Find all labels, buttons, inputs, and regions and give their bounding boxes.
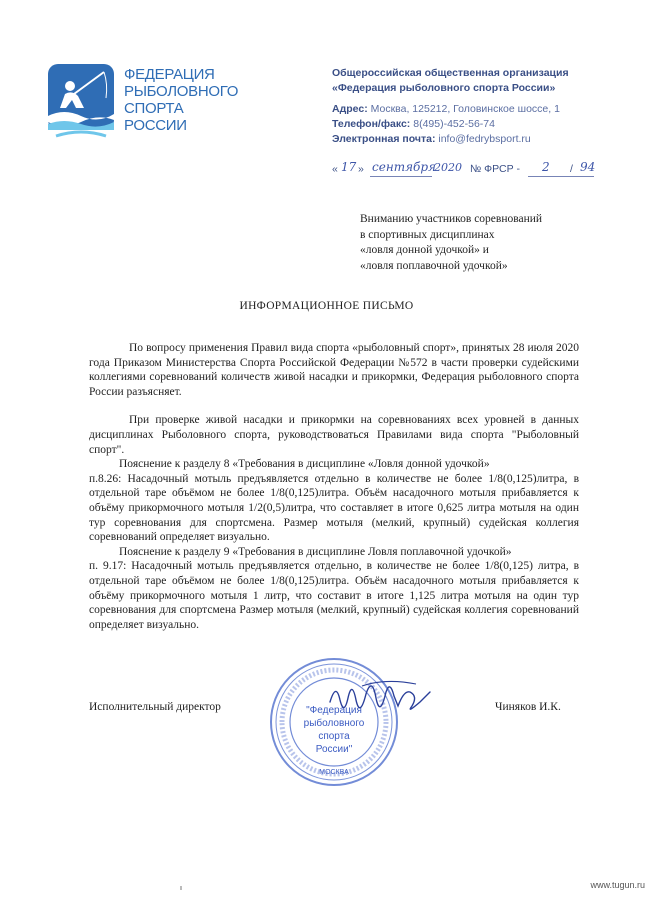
logo-line-3: СПОРТА [124, 100, 184, 117]
phone-label: Телефон/факс: [332, 118, 411, 130]
signer-position: Исполнительный директор [89, 701, 221, 713]
address-value: Москва, 125212, Головинское шоссе, 1 [370, 103, 560, 115]
logo-line-1: ФЕДЕРАЦИЯ [124, 66, 215, 83]
org-header [332, 66, 632, 147]
addressee-line: Вниманию участников соревнований [360, 213, 543, 225]
logo-wordmark [124, 66, 238, 134]
phone-value: 8(495)-452-56-74 [413, 118, 495, 130]
org-phone [332, 117, 632, 132]
org-name-line-2: «Федерация рыболовного спорта России» [332, 82, 556, 94]
doc-number-part-2: 94 [580, 160, 596, 174]
doc-number-part-1: 2 [542, 160, 550, 174]
stamp-city: МОСКВА [319, 769, 349, 776]
logo-emblem [48, 64, 114, 142]
handwritten-signature [326, 672, 436, 722]
document-reference: « 17 » сентября 2020 № ФРСР - 2 / 94 [332, 160, 596, 175]
doc-day: 17 [341, 160, 357, 174]
signer-name: Чиняков И.К. [495, 701, 561, 713]
org-address [332, 102, 632, 117]
paragraph-2: При проверке живой насадки и прикормки на соревнованиях всех уровней в данных дисциплинах Рыболовного спорта, руководствоваться Правилами вида спорта "Рыболовный спорт". [89, 414, 579, 456]
scan-speck [180, 886, 182, 890]
document-title: ИНФОРМАЦИОННОЕ ПИСЬМО [239, 300, 414, 312]
addressee-block [360, 212, 620, 274]
paragraph-3-heading: Пояснение к разделу 8 «Требования в дисциплине «Ловля донной удочкой» [119, 458, 490, 471]
addressee-line: в спортивных дисциплинах [360, 228, 495, 241]
email-value: info@fedrybsport.ru [438, 133, 531, 145]
org-email [332, 132, 632, 147]
letter-body [89, 341, 579, 632]
doc-year: 2020 [434, 161, 462, 174]
paragraph-4-body: п. 9.17: Насадочный мотыль предъявляется отдельно, в количестве не более 1/8(0,125) литра, в отдельной таре объёмом не более 1/8(0,125)литра. Объём насадочного мотыля прибавляется к объёму прикормочного мотыля 1 литр, что составит в итоге 1,125 литра мотыля на один тур соревнования для спортсмена Размер мотыля (мелкий, крупный) судейская коллегия соревнований определяет визуально. [89, 560, 579, 631]
stamp-center-text: "Федерация рыболовного спорта России" [303, 705, 365, 755]
address-label: Адрес: [332, 103, 368, 115]
email-label: Электронная почта: [332, 133, 436, 145]
paragraph-1: По вопросу применения Правил вида спорта «рыболовный спорт», принятых 28 июля 2020 года Приказом Министерства Спорта Российской Федерации №572 в части проверки судейскими коллегиями соревнований количеств живой насадки и прикормки, Федерация рыболовного спорта России разъясняет. [89, 342, 579, 398]
org-name-line-1: Общероссийская общественная организация [332, 67, 569, 79]
paragraph-3-body: п.8.26: Насадочный мотыль предъявляется отдельно в количестве не более 1/8(0,125)литра, в отдельной таре объёмом не более 1/8(0,125)литра. Объём насадочного мотыля прибавляется к объёму прикормочного мотыля 1/2(0,5)литра, что составляет в итоге 0,625 литра мотыля на один тур соревнования для спортсмена. Размер мотыля (мелкий, крупный) судейская коллегия соревнований определяет визуально. [89, 472, 579, 544]
addressee-line: «ловля донной удочкой» и [360, 244, 489, 256]
addressee-line: «ловля поплавочной удочкой» [360, 259, 508, 272]
watermark: www.tugun.ru [590, 880, 645, 890]
paragraph-4-heading: Пояснение к разделу 9 «Требования в дисциплине Ловля поплавочной удочкой» [119, 545, 512, 558]
doc-month: сентября [372, 160, 437, 174]
doc-number-label: № ФРСР - [470, 163, 521, 175]
logo-line-2: РЫБОЛОВНОГО [124, 83, 239, 100]
logo-line-4: РОССИИ [124, 117, 187, 134]
